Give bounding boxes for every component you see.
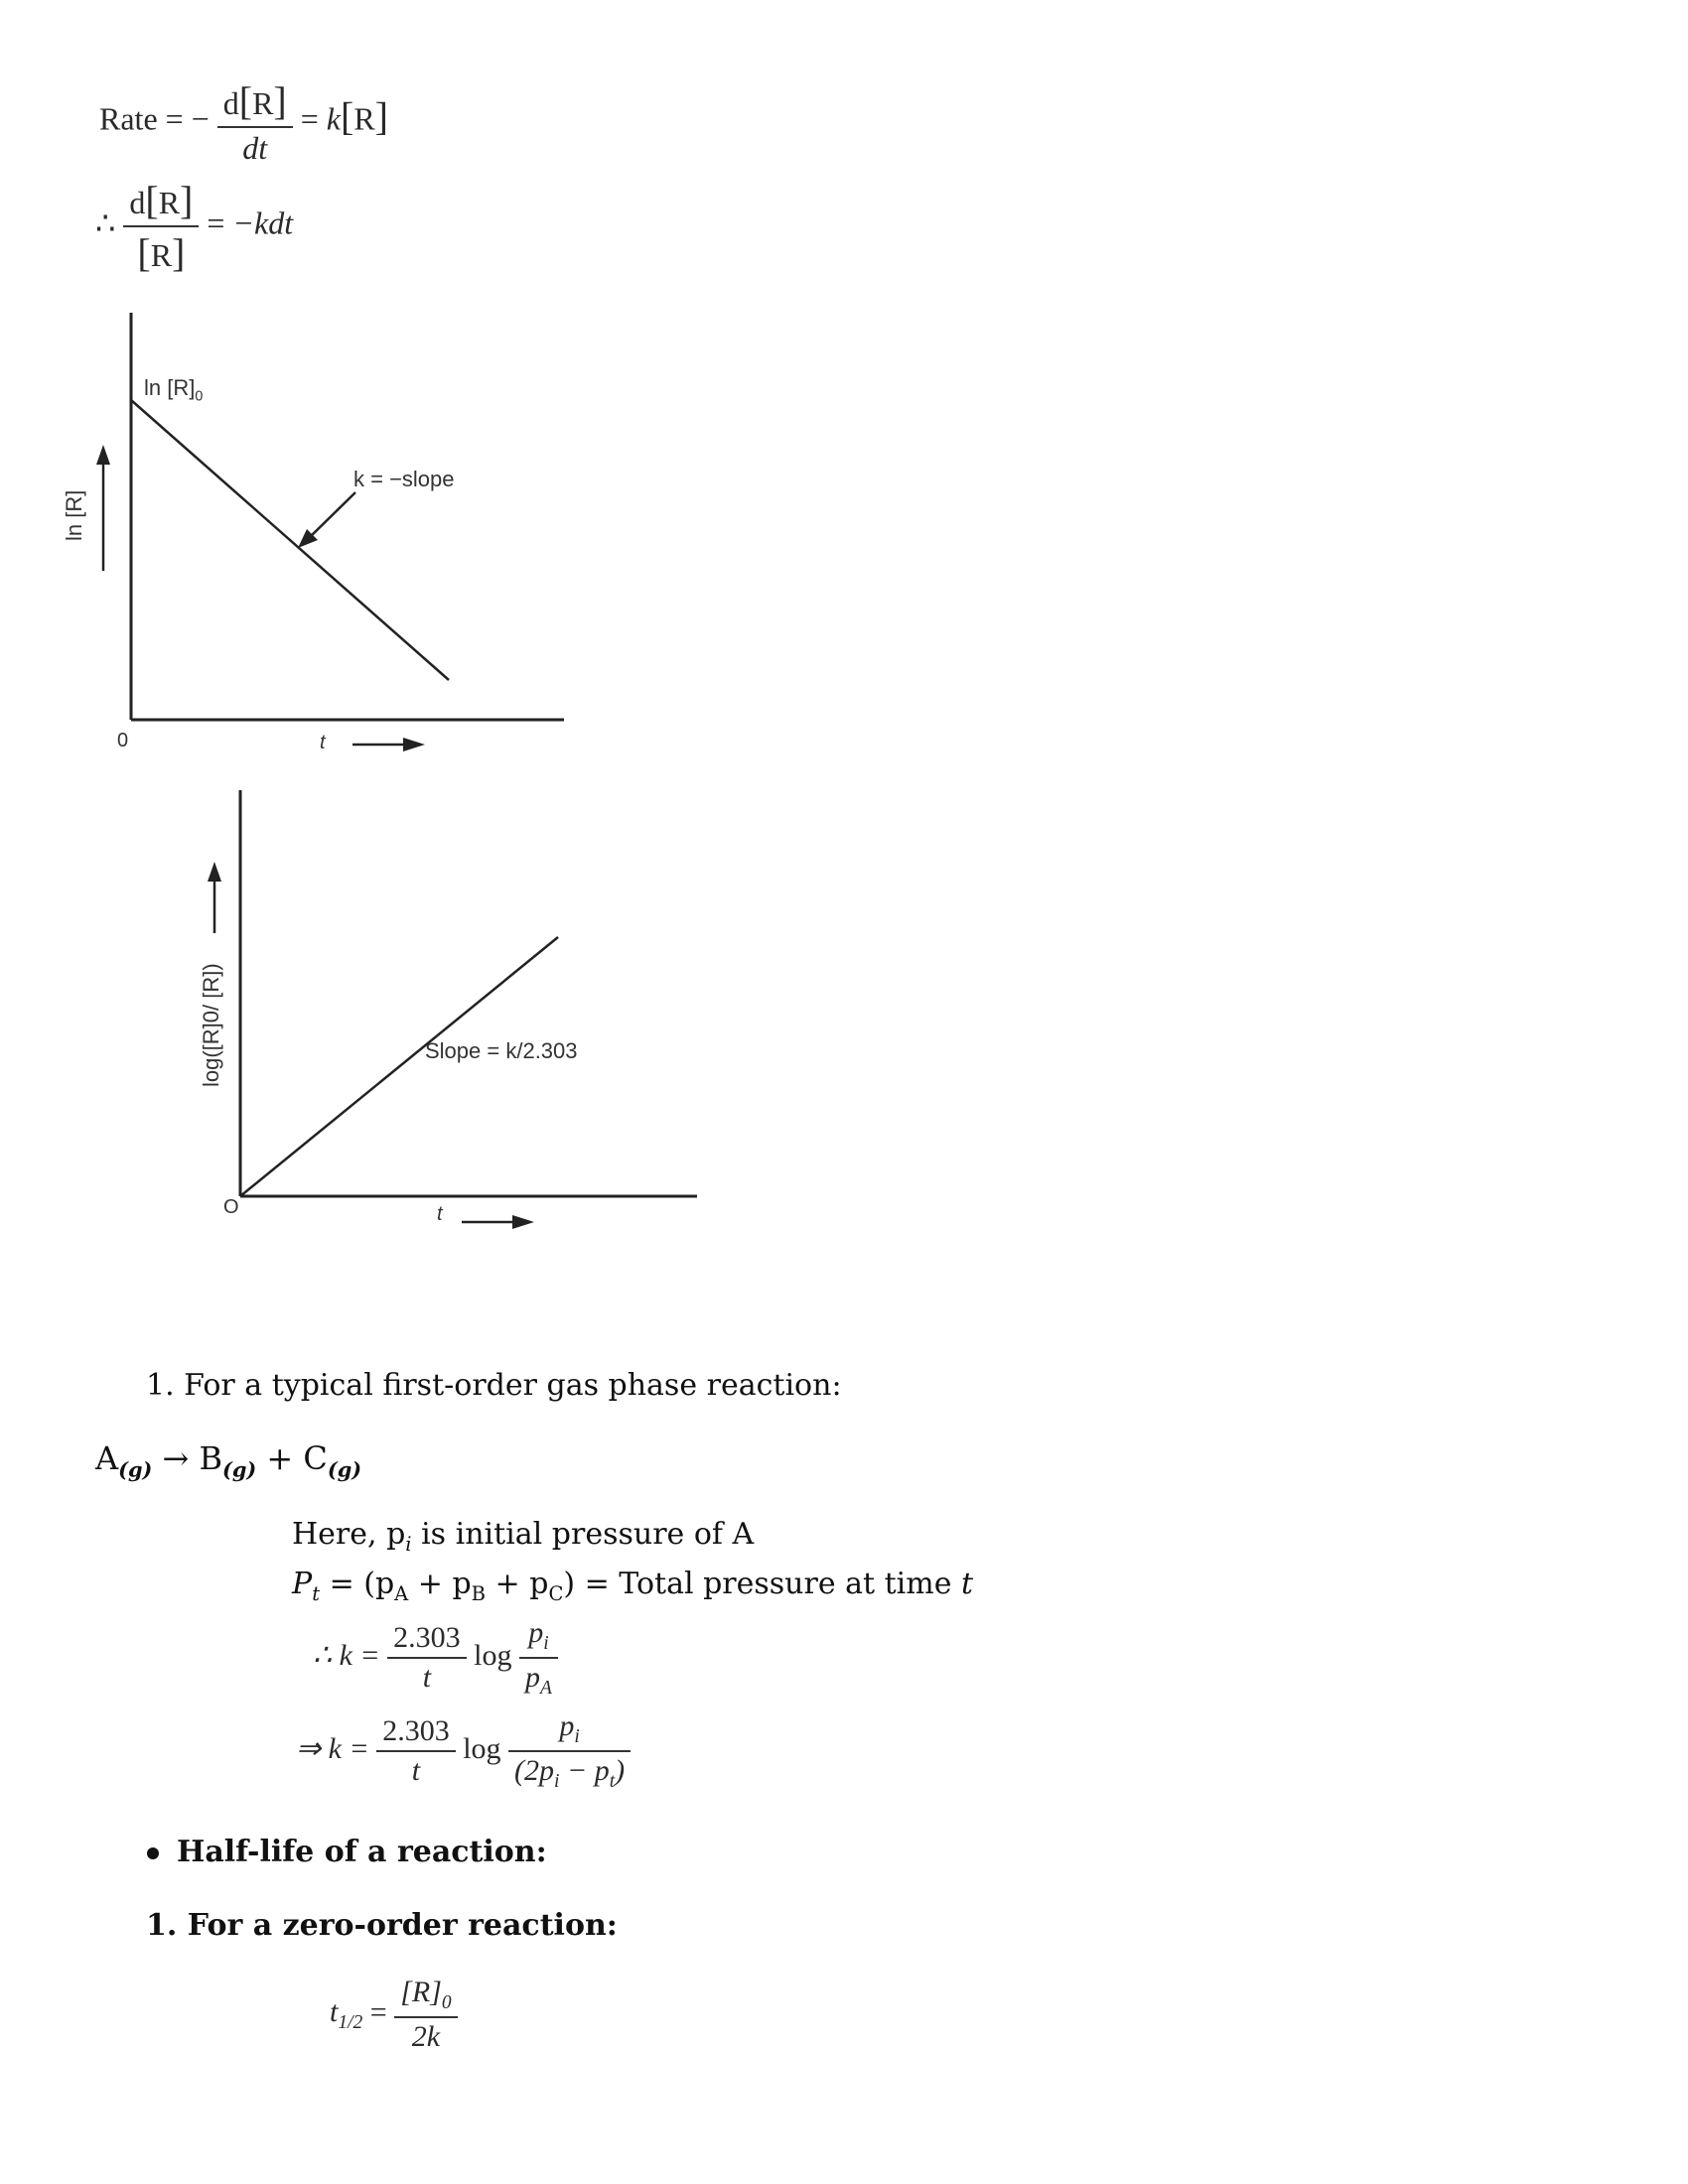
data-line <box>131 400 449 680</box>
zero-order-half-life-equation: $t_{1/2}$ = $\frac{[R]_0}{2k}$ <box>330 1976 458 2054</box>
graph1-origin-label: 0 <box>117 730 129 751</box>
graph2-origin-label: O <box>223 1196 239 1218</box>
section2-heading <box>146 1908 618 1943</box>
graph1-y-axis-label: ln [R] <box>62 489 86 541</box>
list-number: 1. <box>146 1908 178 1943</box>
data-line <box>240 937 558 1196</box>
graph1-y-intercept-label: $\ln [R]_0$ <box>144 375 204 405</box>
x-arrow-head <box>403 738 425 751</box>
half-life-heading: Half-life of a reaction: <box>147 1835 547 1869</box>
graph-ln-R-vs-t <box>79 298 596 764</box>
bullet-icon <box>147 1847 159 1859</box>
differential-equation: ∴ $\frac{d[R]}{[R]}$ = −kdt <box>95 178 294 275</box>
heading-text: For a typical first-order gas phase reaction: <box>184 1368 842 1403</box>
slope-pointer-shaft <box>308 492 355 539</box>
rate-fraction: $\frac{d[R]}{dt}$ <box>217 77 293 167</box>
total-pressure-line: $P_t = (p_A + p_B + p_C)$ = Total pressure at time t <box>292 1567 974 1605</box>
y-arrow-head <box>208 862 221 882</box>
y-arrow-head <box>96 445 110 465</box>
list-number: 1. <box>146 1368 175 1403</box>
graph2-x-axis-label: t <box>437 1203 443 1225</box>
rate-constant-equation-1: ∴ k = $\frac{2.303}{t}$ log $\frac{p_i}{p_A}$ <box>313 1616 558 1700</box>
rate-equation: Rate = − $\frac{d[R]}{dt}$ = k[R] <box>99 78 388 166</box>
section1-heading <box>146 1368 842 1403</box>
graph2-slope-label: Slope = k/2.303 <box>425 1038 578 1063</box>
rate-constant-equation-2: ⇒ k = $\frac{2.303}{t}$ log $\frac{p_i}{(2p_i - p_t)}$ <box>296 1709 631 1793</box>
graph1-slope-label: k = −slope <box>353 467 455 491</box>
heading-text: For a zero-order reaction: <box>187 1908 618 1943</box>
graph2-y-axis-label: log([R]0/ [R]) <box>199 963 223 1087</box>
dR-over-R-fraction: $\frac{d[R]}{[R]}$ <box>123 177 199 276</box>
reaction-arrow: → <box>162 1439 190 1477</box>
therefore-symbol: ∴ <box>95 205 116 241</box>
rate-label: Rate <box>99 100 158 137</box>
gas-reaction: $A_{(g)} \to B_{(g)} + C_{(g)}$ <box>95 1439 362 1482</box>
initial-pressure-line: Here, $p_i$ is initial pressure of A <box>292 1517 755 1556</box>
x-arrow-head <box>512 1215 534 1229</box>
graph-log-ratio-vs-t <box>189 774 715 1241</box>
graph1-x-axis-label: t <box>320 732 326 753</box>
